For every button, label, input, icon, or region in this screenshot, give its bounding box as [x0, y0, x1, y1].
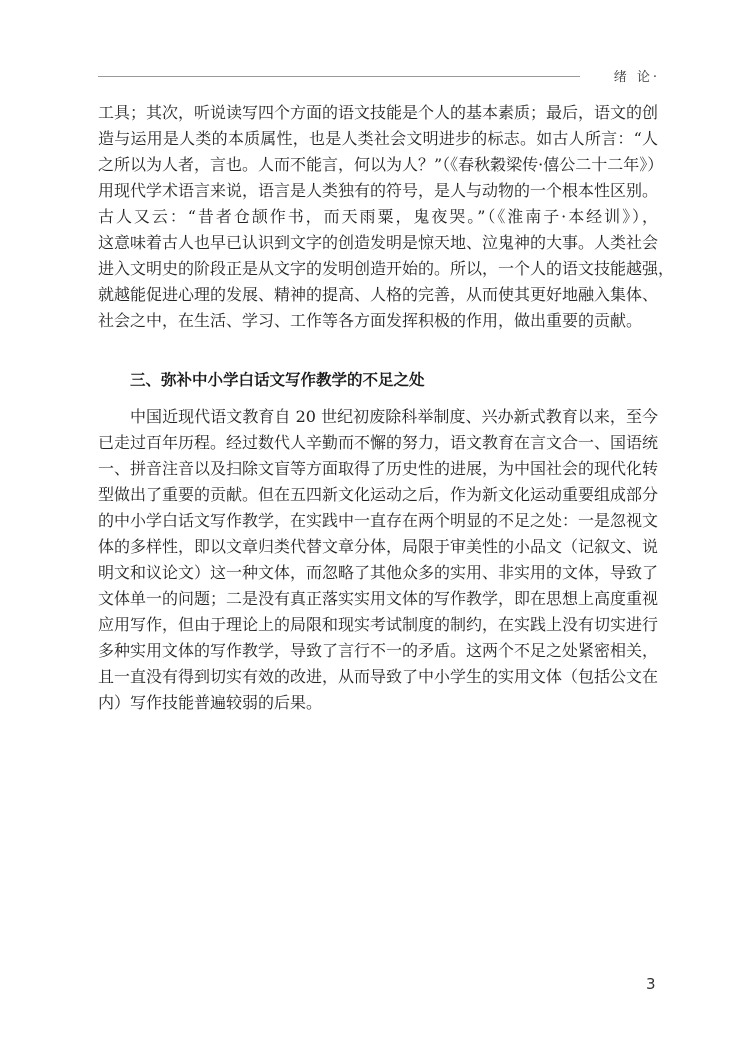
text-line: 已走过百年历程。经过数代人辛勤而不懈的努力，语文教育在言文合一、国语统: [98, 433, 659, 452]
text-line: 进入文明史的阶段正是从文字的发明创造开始的。所以，一个人的语文技能越强，: [98, 259, 675, 278]
text-line: 体的多样性，即以文章归类代替文章分体，局限于审美性的小品文（记叙文、说: [98, 537, 659, 556]
text-line: 应用写作，但由于理论上的局限和现实考试制度的制约，在实践上没有切实进行: [98, 615, 659, 634]
text-line: 一、拼音注音以及扫除文盲等方面取得了历史性的进展，为中国社会的现代化转: [98, 459, 659, 478]
text-line: 明文和议论文）这一种文体，而忽略了其他众多的实用、非实用的文体，导致了: [98, 563, 659, 582]
text-line: 文体单一的问题；二是没有真正落实实用文体的写作教学，即在思想上高度重视: [98, 589, 659, 608]
text-line: 造与运用是人类的本质属性，也是人类社会文明进步的标志。如古人所言：“人: [98, 129, 658, 148]
section-heading: 三、弥补中小学白话文写作教学的不足之处: [130, 371, 425, 389]
running-header: [98, 66, 660, 86]
text-line: 中国近现代语文教育自 20 世纪初废除科举制度、兴办新式教育以来，至今: [130, 407, 658, 426]
paragraph-continuation: [98, 100, 675, 334]
text-line: 的中小学白话文写作教学，在实践中一直存在两个明显的不足之处：一是忽视文: [98, 511, 659, 530]
chapter-title: 绪 论·: [613, 70, 660, 85]
text-line: 之所以为人者，言也。人而不能言，何以为人？”（《春秋穀梁传·僖公二十二年》）: [98, 155, 664, 174]
text-line: 内）写作技能普遍较弱的后果。: [98, 693, 323, 712]
paragraph: [98, 404, 658, 716]
page-number: 3: [646, 975, 656, 993]
text-line: 且一直没有得到切实有效的改进，从而导致了中小学生的实用文体（包括公文在: [98, 667, 659, 686]
text-line: 工具；其次，听说读写四个方面的语文技能是个人的基本素质；最后，语文的创: [98, 103, 659, 122]
text-line: 这意味着古人也早已认识到文字的创造发明是惊天地、泣鬼神的大事。人类社会: [98, 233, 659, 252]
text-line: 就越能促进心理的发展、精神的提高、人格的完善，从而使其更好地融入集体、: [98, 285, 659, 304]
text-line: 用现代学术语言来说，语言是人类独有的符号，是人与动物的一个根本性区别。: [98, 181, 659, 200]
text-line: 多种实用文体的写作教学，导致了言行不一的矛盾。这两个不足之处紧密相关，: [98, 641, 659, 660]
text-line: 型做出了重要的贡献。但在五四新文化运动之后，作为新文化运动重要组成部分: [98, 485, 659, 504]
header-rule: [98, 76, 580, 77]
text-line: 古人又云：“昔者仓颉作书，而天雨粟，鬼夜哭。”（《淮南子·本经训》），: [98, 207, 658, 226]
text-line: 社会之中，在生活、学习、工作等各方面发挥积极的作用，做出重要的贡献。: [98, 311, 643, 330]
